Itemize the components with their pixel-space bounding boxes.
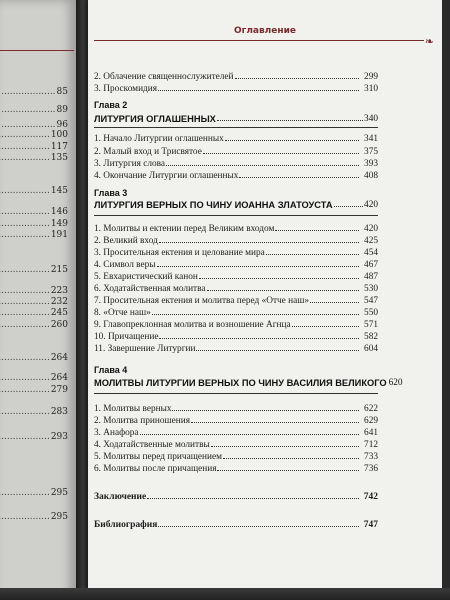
toc-entry: 1. Молитвы и ектении перед Великим входом 420 — [94, 224, 378, 234]
left-page-number: ..... 89 — [57, 105, 68, 115]
chapter-page-number: 340 — [364, 114, 378, 124]
left-page-number: ..... 295 — [51, 512, 68, 522]
chapter-label: Глава 3 — [94, 188, 128, 198]
chapter-label: Глава 4 — [94, 365, 128, 375]
toc-entry: 4. Ходатайственные молитвы 712 — [94, 440, 378, 450]
toc-page-number: 310 — [364, 84, 378, 94]
toc-entry: 2. Великий вход 425 — [94, 236, 378, 246]
left-page-number: ..... 283 — [51, 407, 68, 417]
toc-entry: 1. Молитвы верных 622 — [94, 404, 378, 414]
toc-page — [88, 0, 442, 600]
toc-entry: 3. Просительная ектения и целование мира 454 — [94, 248, 378, 258]
toc-entry: 8. «Отче наш» 550 — [94, 308, 378, 318]
toc-entry: 6. Ходатайственная молитва 530 — [94, 284, 378, 294]
conclusion-entry: Заключение 742 — [94, 492, 378, 502]
chapter-page-number: 620 — [388, 378, 403, 388]
toc-entry: 1. Начало Литургии оглашенных 341 — [94, 134, 378, 144]
page-title: Оглавление — [233, 26, 297, 36]
left-page-number: ..... 223 — [51, 286, 68, 296]
toc-entry: 11. Завершение Литургии 604 — [94, 344, 378, 354]
left-page-number: ..... 146 — [51, 207, 68, 217]
left-page-number: ..... 149 — [51, 219, 68, 229]
toc-entry: 9. Главопреклонная молитва и возношение Агнца 571 — [94, 320, 378, 330]
chapter-title: ЛИТУРГИЯ ОГЛАШЕННЫХ 340 — [94, 114, 378, 124]
toc-page-number: 299 — [364, 72, 378, 82]
left-page-number: ..... 191 — [51, 230, 68, 240]
left-page-number: ..... 232 — [51, 297, 68, 307]
chapter-title: МОЛИТВЫ ЛИТУРГИИ ВЕРНЫХ ПО ЧИНУ ВАСИЛИЯ ВЕЛИКОГО 620 — [94, 378, 403, 388]
left-page-number: ..... 96 — [57, 120, 68, 130]
table-edge-right — [442, 0, 450, 600]
toc-entry: 3. Анафора 641 — [94, 428, 378, 438]
toc-entry: 7. Просительная ектения и молитва перед «Отче наш» 547 — [94, 296, 378, 306]
left-page-number: ..... 295 — [51, 488, 68, 498]
toc-entry: 10. Причащение 582 — [94, 332, 378, 342]
toc-entry: 2. Молитва приношения 629 — [94, 416, 378, 426]
toc-entry: 4. Окончание Литургии оглашенных 408 — [94, 171, 378, 181]
toc-entry: 2. Облачение священнослужителей 299 — [94, 72, 378, 82]
chapter-rule — [94, 127, 378, 128]
toc-entry: 5. Евхаристический канон 487 — [94, 272, 378, 282]
left-page-number: ..... 264 — [51, 373, 68, 383]
toc-entry: 3. Литургия слова 393 — [94, 159, 378, 169]
bibliography-entry: Библиография 747 — [94, 520, 378, 530]
header-rule — [94, 40, 424, 41]
previous-page-header-rule — [0, 50, 74, 51]
toc-entry: 4. Символ веры 467 — [94, 260, 378, 270]
chapter-page-number: 420 — [364, 200, 378, 210]
chapter-label: Глава 2 — [94, 100, 128, 110]
left-page-number: ..... 135 — [51, 153, 68, 163]
left-page-number: ..... 293 — [51, 432, 68, 442]
left-page-number: ..... 117 — [51, 142, 68, 152]
left-page-number: ..... 145 — [51, 186, 68, 196]
previous-page — [0, 0, 76, 600]
left-page-number: ..... 264 — [51, 353, 68, 363]
left-page-number: ..... 245 — [51, 308, 68, 318]
left-page-number: ..... 260 — [51, 320, 68, 330]
left-page-number: ..... 279 — [51, 385, 68, 395]
toc-entry: 2. Малый вход и Трисвятое 375 — [94, 147, 378, 157]
toc-entry: 3. Проскомидия 310 — [94, 84, 378, 94]
chapter-rule — [94, 393, 378, 394]
chapter-title: ЛИТУРГИЯ ВЕРНЫХ ПО ЧИНУ ИОАННА ЗЛАТОУСТА 420 — [94, 200, 378, 210]
toc-entry: 6. Молитвы после причащения 736 — [94, 464, 378, 474]
left-page-number: ..... 85 — [57, 87, 68, 97]
table-edge-bottom — [0, 588, 450, 600]
left-page-number: ..... 100 — [51, 130, 68, 140]
toc-entry: 5. Молитвы перед причащением 733 — [94, 452, 378, 462]
left-page-number: ..... 215 — [51, 265, 68, 275]
chapter-rule — [94, 215, 378, 216]
ornament-icon: ❧ — [424, 35, 434, 48]
